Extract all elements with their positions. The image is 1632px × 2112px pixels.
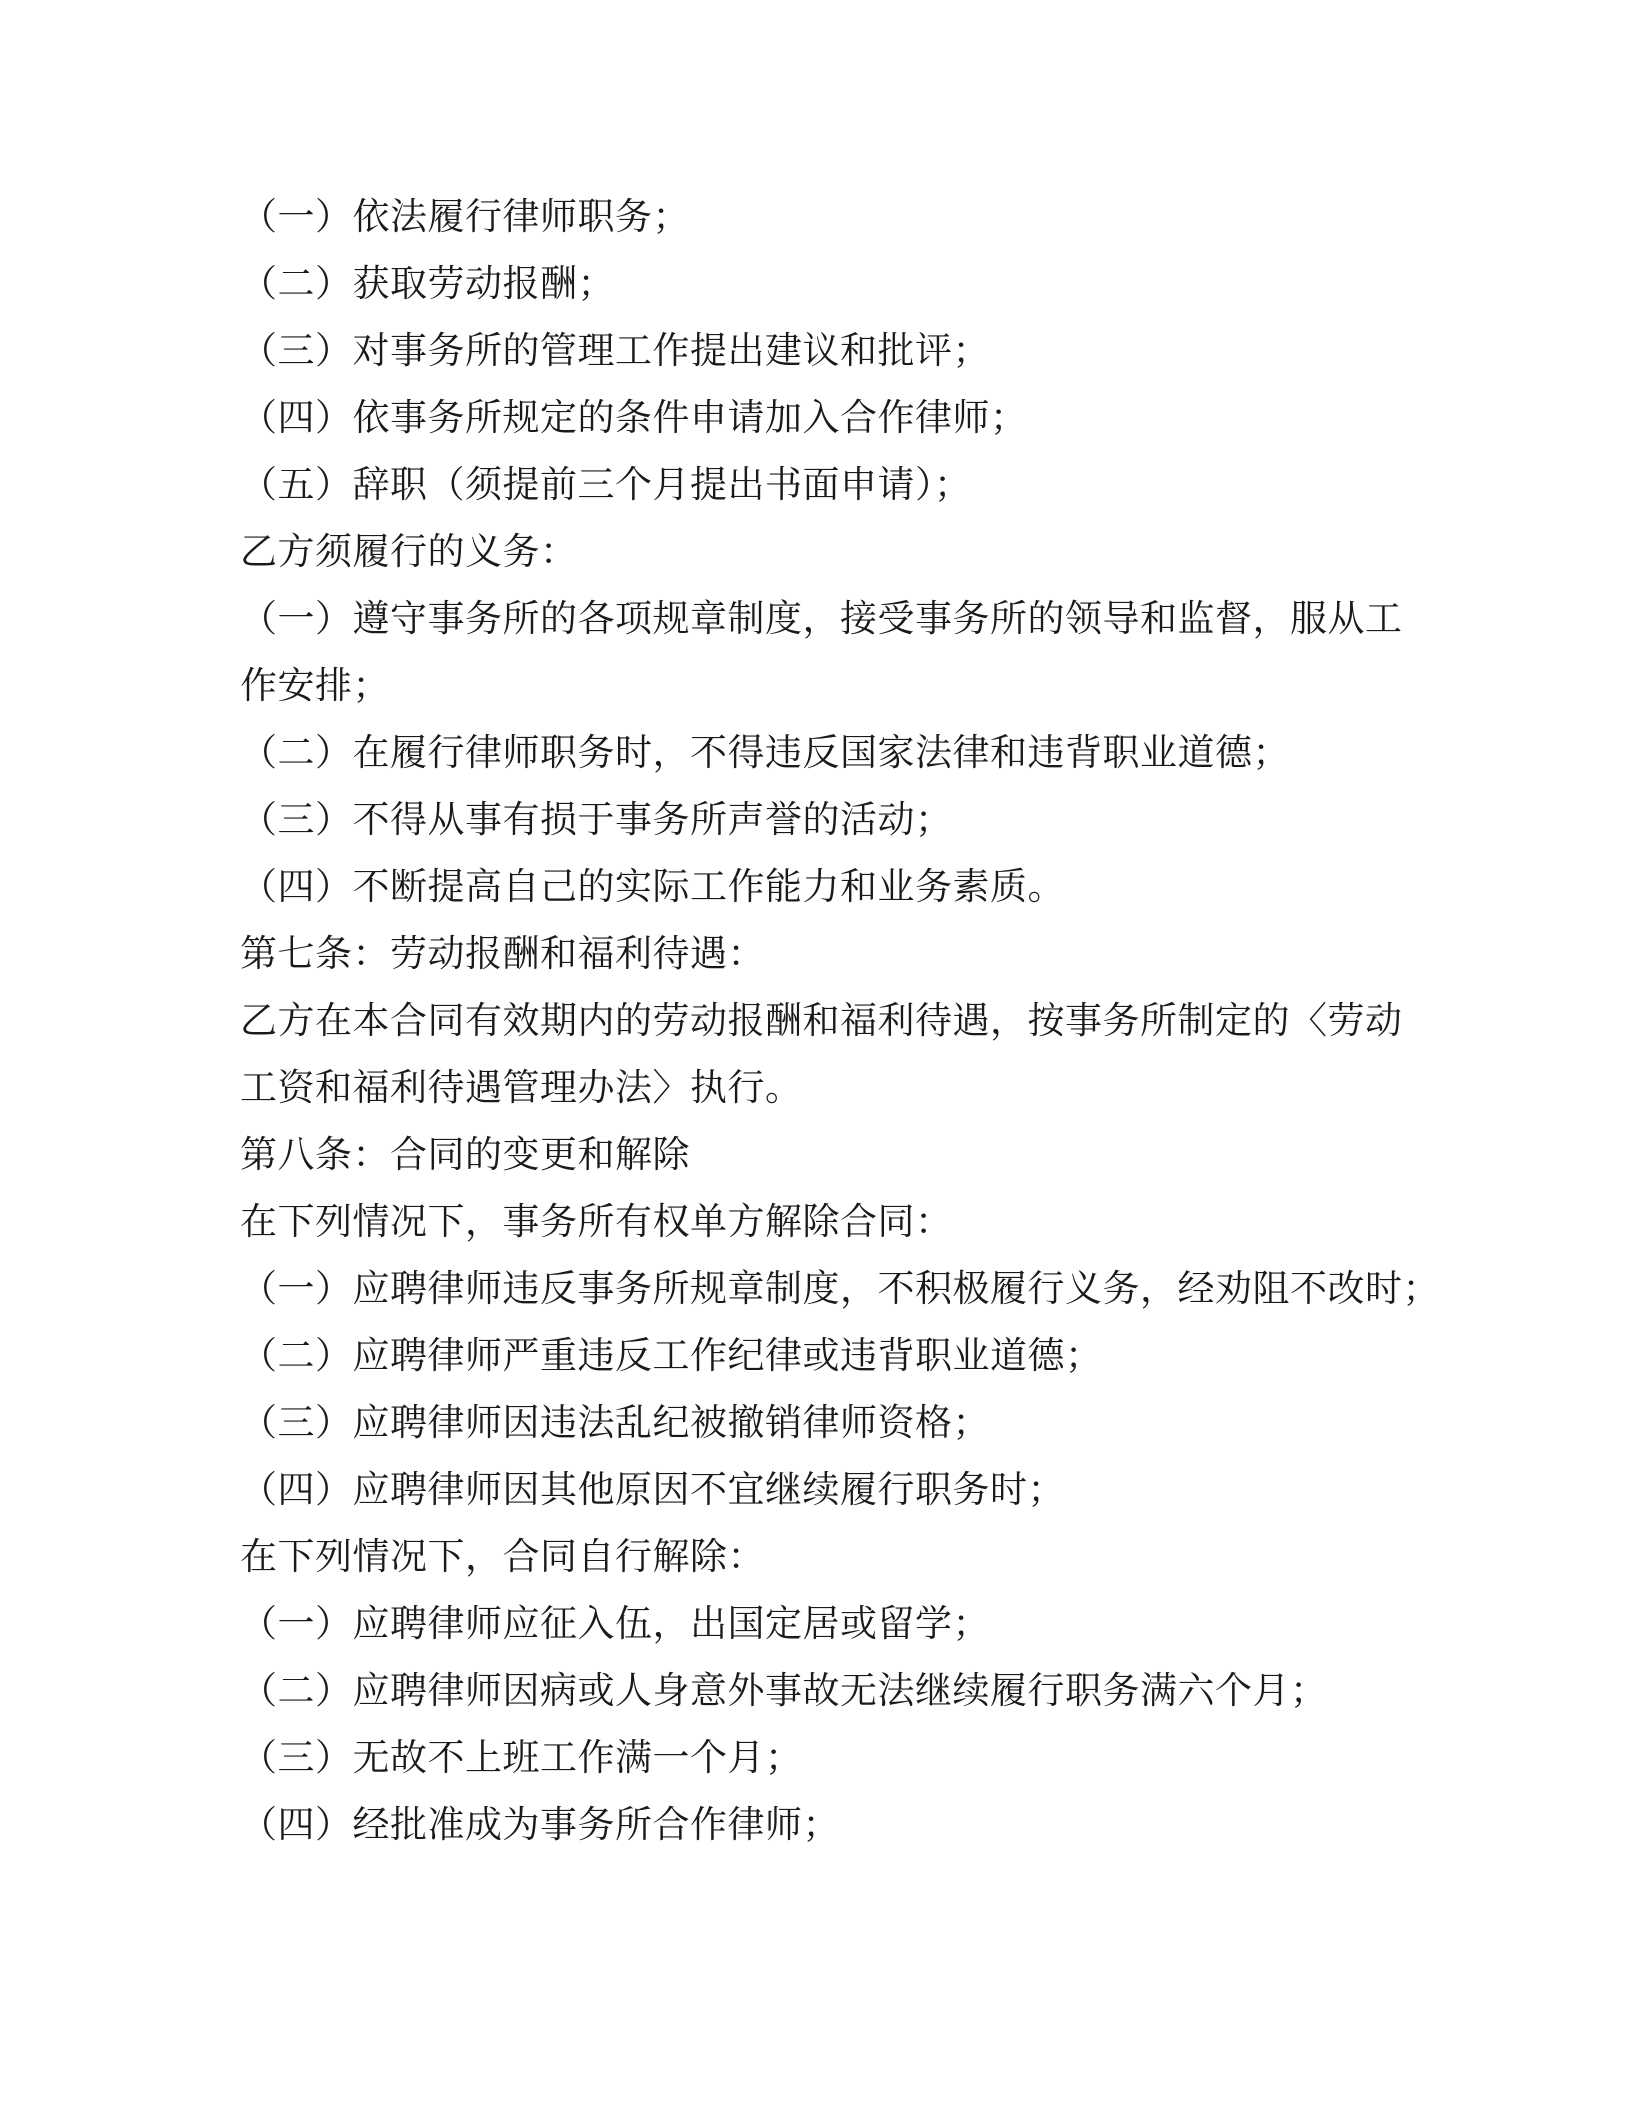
article-7-body: 乙方在本合同有效期内的劳动报酬和福利待遇，按事务所制定的〈劳动 — [240, 999, 1403, 1042]
rights-item-4: （四）依事务所规定的条件申请加入合作律师； — [240, 396, 1028, 439]
termination-by-firm-heading: 在下列情况下，事务所有权单方解除合同： — [240, 1200, 953, 1243]
article-7-heading: 第七条：劳动报酬和福利待遇： — [240, 932, 765, 975]
obligations-item-1-cont: 作安排； — [240, 664, 390, 707]
document-body — [240, 183, 1440, 1858]
rights-item-5: （五）辞职（须提前三个月提出书面申请）； — [240, 463, 972, 506]
automatic-termination-heading: 在下列情况下，合同自行解除： — [240, 1535, 765, 1578]
automatic-termination-item-4: （四）经批准成为事务所合作律师； — [240, 1803, 840, 1846]
obligations-item-2: （二）在履行律师职务时，不得违反国家法律和违背职业道德； — [240, 731, 1290, 774]
termination-by-firm-item-2: （二）应聘律师严重违反工作纪律或违背职业道德； — [240, 1334, 1103, 1377]
termination-by-firm-item-1: （一）应聘律师违反事务所规章制度，不积极履行义务，经劝阻不改时； — [240, 1267, 1440, 1310]
obligations-item-3: （三）不得从事有损于事务所声誉的活动； — [240, 798, 953, 841]
rights-item-3: （三）对事务所的管理工作提出建议和批评； — [240, 329, 990, 372]
article-7-body-cont: 工资和福利待遇管理办法〉执行。 — [240, 1066, 803, 1109]
automatic-termination-item-2: （二）应聘律师因病或人身意外事故无法继续履行职务满六个月； — [240, 1669, 1328, 1712]
automatic-termination-item-1: （一）应聘律师应征入伍，出国定居或留学； — [240, 1602, 990, 1645]
automatic-termination-item-3: （三）无故不上班工作满一个月； — [240, 1736, 803, 1779]
obligations-item-4: （四）不断提高自己的实际工作能力和业务素质。 — [240, 865, 1065, 908]
article-8-heading: 第八条：合同的变更和解除 — [240, 1133, 690, 1176]
termination-by-firm-item-4: （四）应聘律师因其他原因不宜继续履行职务时； — [240, 1468, 1065, 1511]
obligations-heading: 乙方须履行的义务： — [240, 530, 578, 573]
obligations-item-1: （一）遵守事务所的各项规章制度，接受事务所的领导和监督，服从工 — [240, 597, 1403, 640]
termination-by-firm-item-3: （三）应聘律师因违法乱纪被撤销律师资格； — [240, 1401, 990, 1444]
rights-item-1: （一）依法履行律师职务； — [240, 195, 690, 238]
rights-item-2: （二）获取劳动报酬； — [240, 262, 615, 305]
